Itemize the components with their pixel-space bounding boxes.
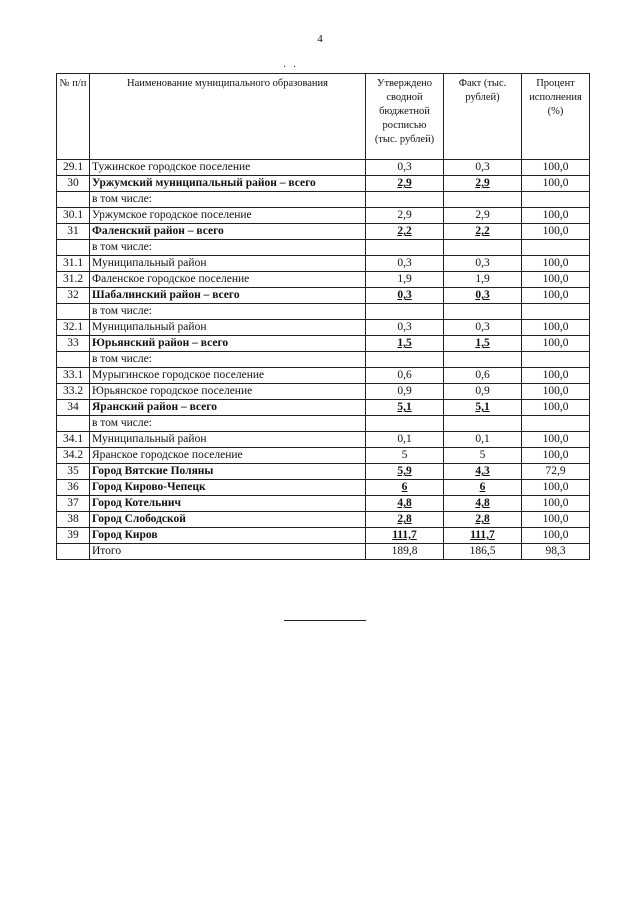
table-row — [57, 176, 590, 192]
table-header-row — [57, 74, 590, 160]
cell-approved — [366, 304, 444, 320]
cell-percent: 100,0 — [522, 368, 590, 384]
cell-approved: 5,1 — [366, 400, 444, 416]
cell-num: 30.1 — [57, 208, 90, 224]
cell-percent: 72,9 — [522, 464, 590, 480]
table-row — [57, 464, 590, 480]
cell-num — [57, 416, 90, 432]
table-row — [57, 352, 590, 368]
cell-approved: 1,5 — [366, 336, 444, 352]
cell-name: Город Вятские Поляны — [90, 464, 366, 480]
page-number: 4 — [317, 33, 323, 45]
table-row — [57, 320, 590, 336]
cell-percent: 100,0 — [522, 224, 590, 240]
cell-percent — [522, 192, 590, 208]
table-row — [57, 224, 590, 240]
cell-num: 35 — [57, 464, 90, 480]
cell-name: Юрьянский район – всего — [90, 336, 366, 352]
table-row — [57, 208, 590, 224]
table-row — [57, 192, 590, 208]
cell-percent: 100,0 — [522, 528, 590, 544]
cell-num: 39 — [57, 528, 90, 544]
cell-fact: 2,8 — [444, 512, 522, 528]
cell-approved: 6 — [366, 480, 444, 496]
cell-name: в том числе: — [90, 304, 366, 320]
cell-num: 34.1 — [57, 432, 90, 448]
cell-fact: 0,3 — [444, 256, 522, 272]
cell-approved: 0,3 — [366, 256, 444, 272]
cell-approved: 0,3 — [366, 288, 444, 304]
cell-percent: 100,0 — [522, 256, 590, 272]
cell-num: 34 — [57, 400, 90, 416]
header-approved: Утверждено сводной бюджетной росписью (тыс. рублей) — [366, 74, 444, 160]
cell-approved: 0,3 — [366, 160, 444, 176]
table-row — [57, 432, 590, 448]
cell-num: 34.2 — [57, 448, 90, 464]
cell-fact: 6 — [444, 480, 522, 496]
table-row — [57, 480, 590, 496]
scan-marks: · · — [283, 62, 299, 73]
cell-name: Фаленский район – всего — [90, 224, 366, 240]
cell-fact: 4,3 — [444, 464, 522, 480]
table-row — [57, 240, 590, 256]
table-row — [57, 288, 590, 304]
cell-approved: 5 — [366, 448, 444, 464]
cell-approved: 2,2 — [366, 224, 444, 240]
cell-name: в том числе: — [90, 240, 366, 256]
cell-fact: 186,5 — [444, 544, 522, 560]
cell-name: Уржумское городское поселение — [90, 208, 366, 224]
cell-name: Муниципальный район — [90, 432, 366, 448]
cell-fact: 2,9 — [444, 208, 522, 224]
table-body — [57, 160, 590, 560]
cell-approved: 5,9 — [366, 464, 444, 480]
cell-percent: 100,0 — [522, 272, 590, 288]
cell-percent: 98,3 — [522, 544, 590, 560]
cell-approved: 1,9 — [366, 272, 444, 288]
cell-approved — [366, 352, 444, 368]
cell-name: в том числе: — [90, 352, 366, 368]
cell-name: Шабалинский район – всего — [90, 288, 366, 304]
cell-percent: 100,0 — [522, 400, 590, 416]
cell-name: в том числе: — [90, 416, 366, 432]
cell-num: 31.2 — [57, 272, 90, 288]
cell-approved: 0,1 — [366, 432, 444, 448]
cell-percent — [522, 240, 590, 256]
cell-approved: 111,7 — [366, 528, 444, 544]
cell-fact: 1,5 — [444, 336, 522, 352]
table-row — [57, 400, 590, 416]
table-row — [57, 336, 590, 352]
cell-fact: 0,3 — [444, 288, 522, 304]
cell-num: 32.1 — [57, 320, 90, 336]
cell-num: 36 — [57, 480, 90, 496]
cell-fact: 5 — [444, 448, 522, 464]
table-row — [57, 160, 590, 176]
cell-approved: 2,8 — [366, 512, 444, 528]
cell-percent: 100,0 — [522, 496, 590, 512]
cell-num: 32 — [57, 288, 90, 304]
cell-approved: 0,3 — [366, 320, 444, 336]
cell-approved: 2,9 — [366, 176, 444, 192]
cell-num: 33 — [57, 336, 90, 352]
cell-approved: 2,9 — [366, 208, 444, 224]
table-row — [57, 368, 590, 384]
cell-name: Уржумский муниципальный район – всего — [90, 176, 366, 192]
cell-name: Муниципальный район — [90, 320, 366, 336]
cell-approved — [366, 192, 444, 208]
header-name: Наименование муниципального образования — [90, 74, 366, 160]
header-fact: Факт (тыс. рублей) — [444, 74, 522, 160]
cell-num: 29.1 — [57, 160, 90, 176]
cell-num — [57, 240, 90, 256]
cell-num: 31 — [57, 224, 90, 240]
table-row — [57, 448, 590, 464]
cell-num: 30 — [57, 176, 90, 192]
table-row — [57, 496, 590, 512]
cell-num: 38 — [57, 512, 90, 528]
table-row — [57, 416, 590, 432]
cell-percent: 100,0 — [522, 336, 590, 352]
cell-percent — [522, 352, 590, 368]
cell-fact: 0,1 — [444, 432, 522, 448]
cell-name: Город Кирово-Чепецк — [90, 480, 366, 496]
cell-approved: 189,8 — [366, 544, 444, 560]
cell-approved — [366, 416, 444, 432]
cell-approved: 4,8 — [366, 496, 444, 512]
cell-name: Город Киров — [90, 528, 366, 544]
cell-fact: 0,3 — [444, 160, 522, 176]
header-num: № п/п — [57, 74, 90, 160]
budget-execution-table — [56, 73, 590, 560]
cell-fact: 2,2 — [444, 224, 522, 240]
cell-name: Муниципальный район — [90, 256, 366, 272]
table-row — [57, 384, 590, 400]
cell-fact — [444, 304, 522, 320]
cell-name: Город Слободской — [90, 512, 366, 528]
table-row — [57, 528, 590, 544]
cell-num: 33.2 — [57, 384, 90, 400]
cell-fact — [444, 192, 522, 208]
cell-name: в том числе: — [90, 192, 366, 208]
cell-name: Юрьянское городское поселение — [90, 384, 366, 400]
cell-name: Яранский район – всего — [90, 400, 366, 416]
cell-num — [57, 192, 90, 208]
cell-approved: 0,6 — [366, 368, 444, 384]
cell-approved — [366, 240, 444, 256]
cell-fact — [444, 352, 522, 368]
cell-fact: 1,9 — [444, 272, 522, 288]
cell-name: Город Котельнич — [90, 496, 366, 512]
cell-name: Итого — [90, 544, 366, 560]
cell-percent: 100,0 — [522, 384, 590, 400]
cell-fact: 2,9 — [444, 176, 522, 192]
cell-num — [57, 352, 90, 368]
cell-percent: 100,0 — [522, 208, 590, 224]
table-row — [57, 272, 590, 288]
cell-percent: 100,0 — [522, 512, 590, 528]
closing-rule — [284, 620, 366, 621]
cell-approved: 0,9 — [366, 384, 444, 400]
cell-fact — [444, 416, 522, 432]
cell-num — [57, 544, 90, 560]
cell-percent: 100,0 — [522, 160, 590, 176]
table-row — [57, 544, 590, 560]
cell-fact: 111,7 — [444, 528, 522, 544]
cell-fact: 0,9 — [444, 384, 522, 400]
cell-fact: 5,1 — [444, 400, 522, 416]
cell-percent: 100,0 — [522, 288, 590, 304]
cell-percent: 100,0 — [522, 448, 590, 464]
cell-name: Фаленское городское поселение — [90, 272, 366, 288]
cell-percent — [522, 304, 590, 320]
cell-percent: 100,0 — [522, 176, 590, 192]
header-percent: Процент исполнения (%) — [522, 74, 590, 160]
cell-num — [57, 304, 90, 320]
cell-num: 31.1 — [57, 256, 90, 272]
table-row — [57, 512, 590, 528]
cell-name: Тужинское городское поселение — [90, 160, 366, 176]
cell-name: Мурыгинское городское поселение — [90, 368, 366, 384]
cell-num: 33.1 — [57, 368, 90, 384]
cell-percent — [522, 416, 590, 432]
cell-num: 37 — [57, 496, 90, 512]
cell-fact: 0,3 — [444, 320, 522, 336]
cell-fact: 4,8 — [444, 496, 522, 512]
cell-percent: 100,0 — [522, 320, 590, 336]
table-row — [57, 304, 590, 320]
cell-fact — [444, 240, 522, 256]
cell-fact: 0,6 — [444, 368, 522, 384]
cell-percent: 100,0 — [522, 480, 590, 496]
cell-name: Яранское городское поселение — [90, 448, 366, 464]
table-row — [57, 256, 590, 272]
cell-percent: 100,0 — [522, 432, 590, 448]
